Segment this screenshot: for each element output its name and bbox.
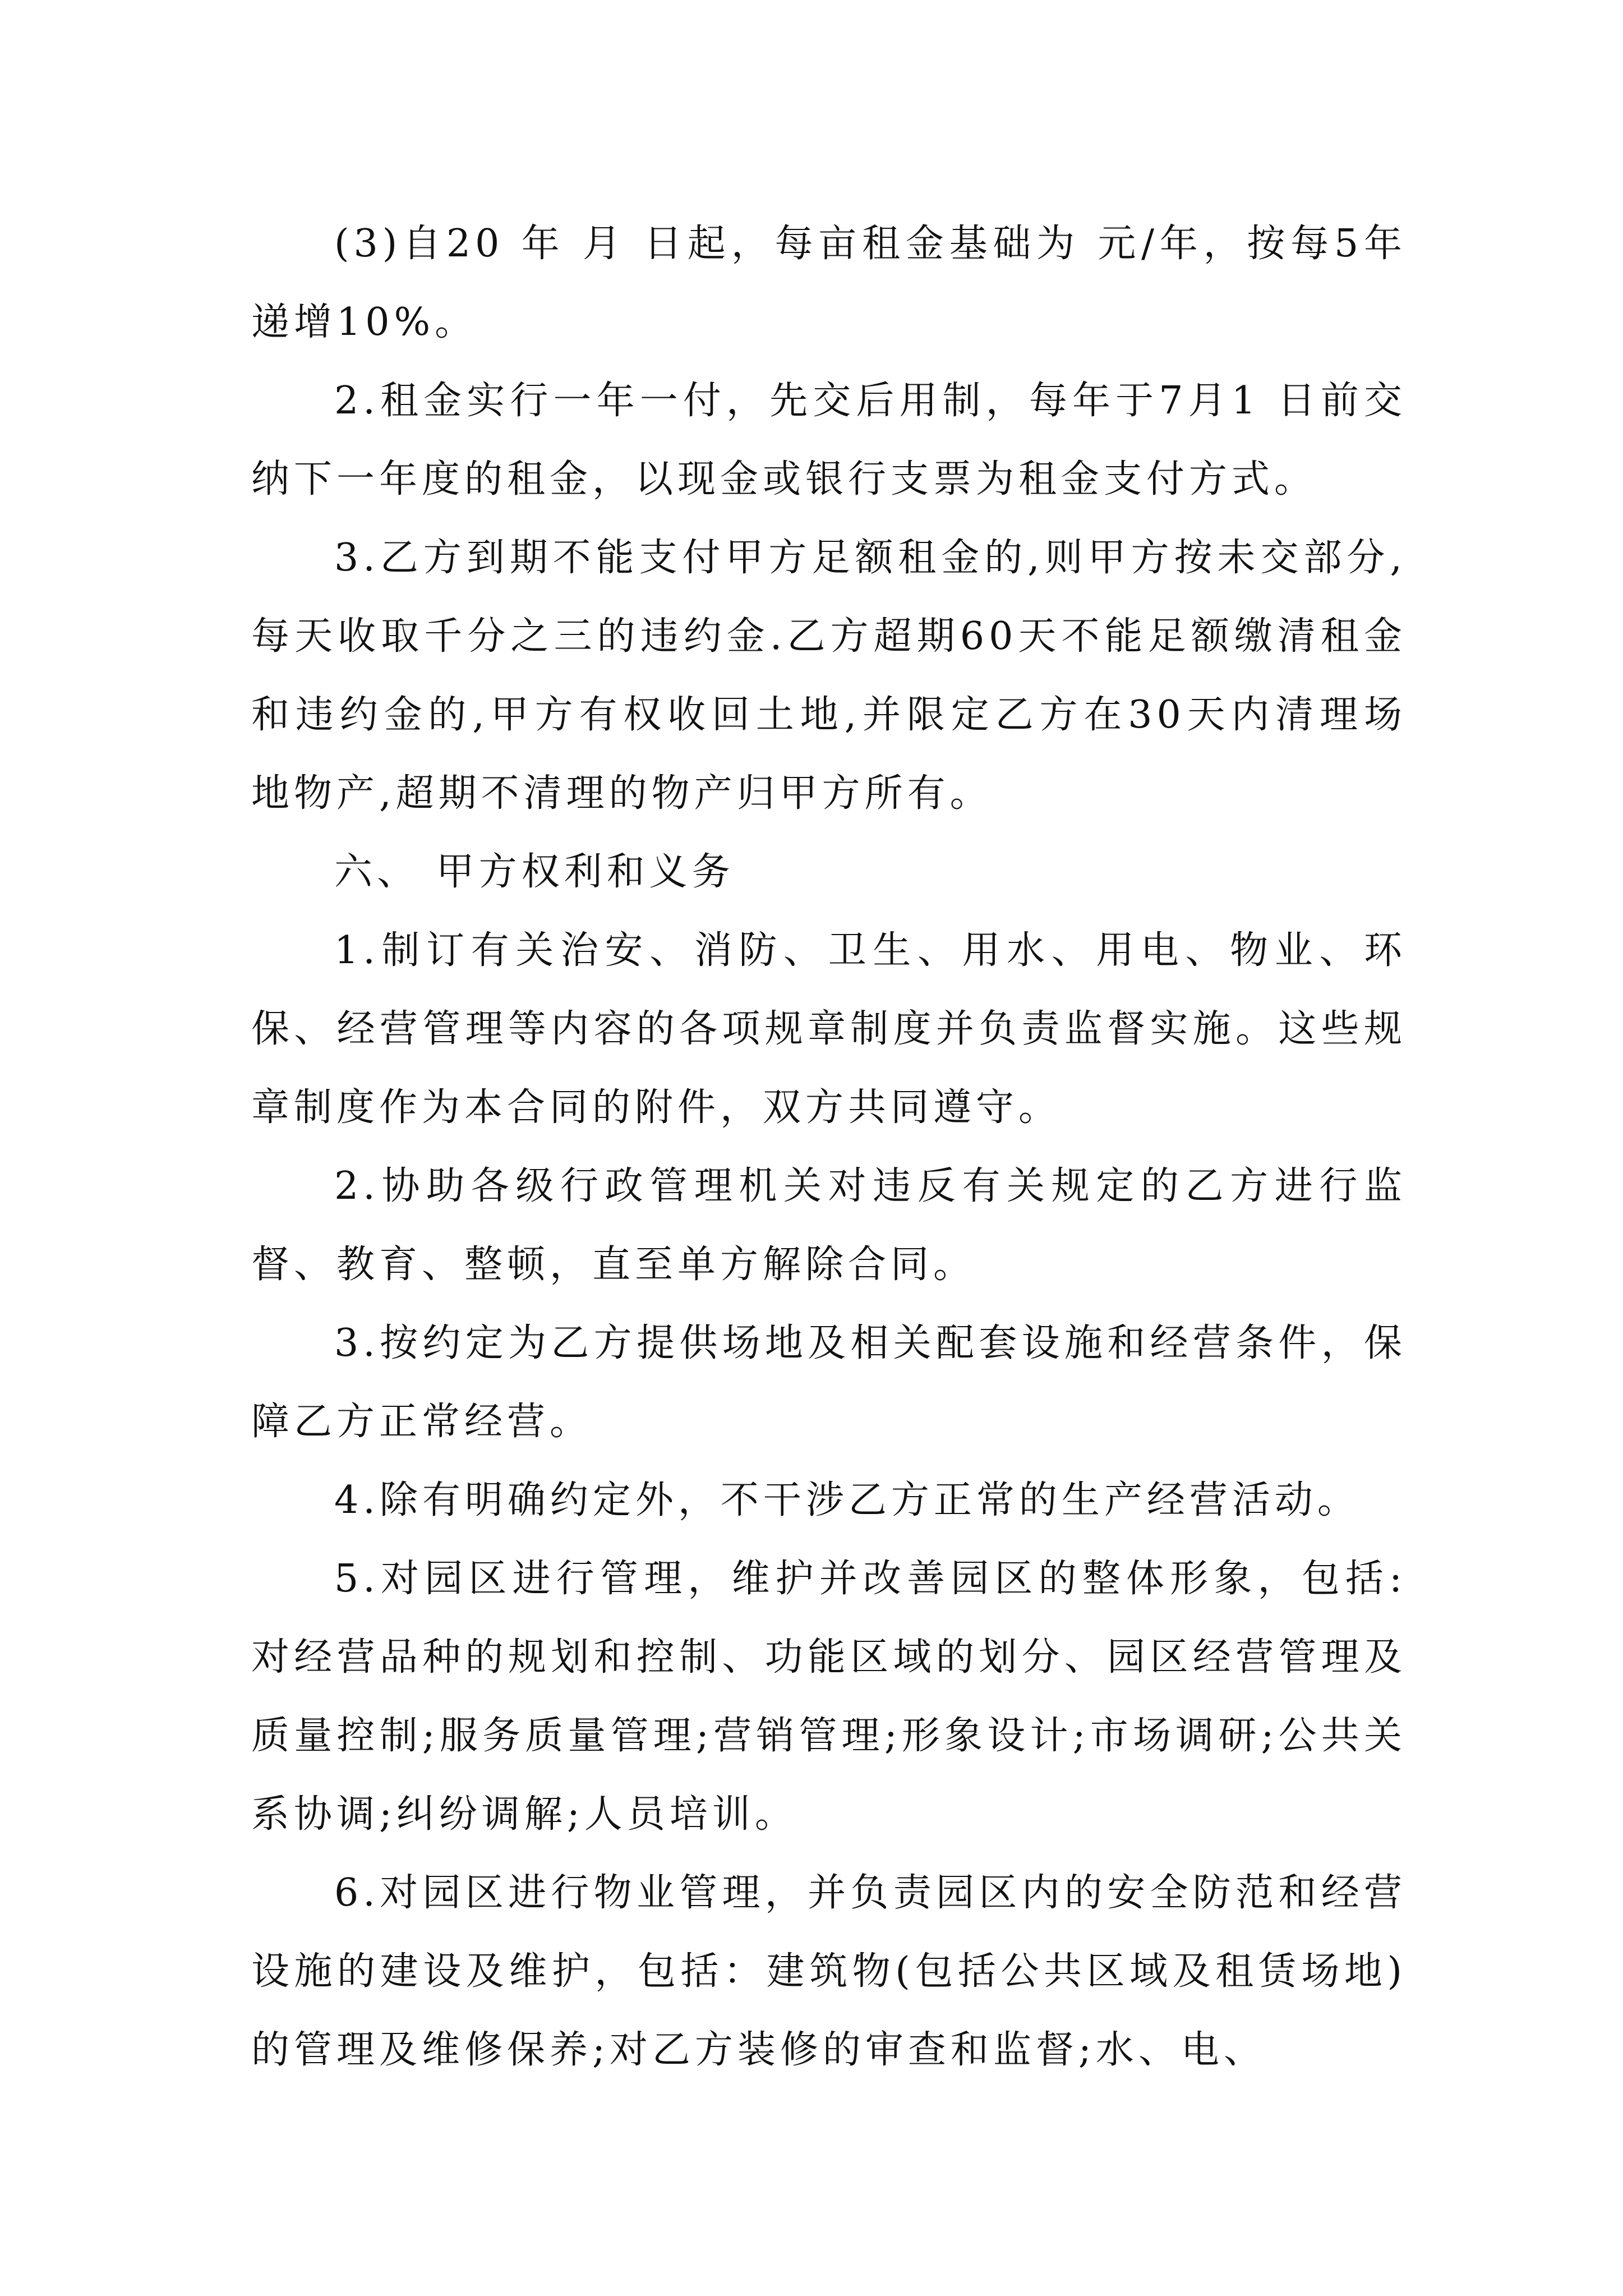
paragraph-rent-base: (3)自20 年 月 日起，每亩租金基础为 元/年，按每5年递增10%。 — [251, 222, 1407, 344]
paragraph-rent-payment: 2.租金实行一年一付，先交后用制，每年于7月1 日前交纳下一年度的租金，以现金或银行支票为租金支付方式。 — [251, 379, 1407, 501]
document-body — [251, 205, 1407, 2090]
paragraph-property-management: 6.对园区进行物业管理，并负责园区内的安全防范和经营设施的建设及维护，包括：建筑物(包括公共区域及租赁场地)的管理及维修保养;对乙方装修的审查和监督;水、电、 — [251, 1871, 1407, 2072]
paragraph-supervision: 2.协助各级行政管理机关对违反有关规定的乙方进行监督、教育、整顿，直至单方解除合同。 — [251, 1164, 1407, 1287]
paragraph-park-management: 5.对园区进行管理，维护并改善园区的整体形象，包括:对经营品种的规划和控制、功能区域的划分、园区经营管理及质量控制;服务质量管理;营销管理;形象设计;市场调研;公共关系协调;纠纷调解;人员培训。 — [251, 1557, 1407, 1837]
paragraph-provide-site: 3.按约定为乙方提供场地及相关配套设施和经营条件，保障乙方正常经营。 — [251, 1321, 1407, 1444]
section-heading-party-a-rights: 六、 甲方权利和义务 — [334, 850, 735, 894]
paragraph-late-payment: 3.乙方到期不能支付甲方足额租金的,则甲方按未交部分,每天收取千分之三的违约金.乙方超期60天不能足额缴清租金和违约金的,甲方有权收回土地,并限定乙方在30天内清理场地物产,超期不清理的物产归甲方所有。 — [251, 536, 1407, 816]
paragraph-regulations: 1.制订有关治安、消防、卫生、用水、用电、物业、环保、经营管理等内容的各项规章制度并负责监督实施。这些规章制度作为本合同的附件，双方共同遵守。 — [251, 928, 1407, 1130]
paragraph-non-interference: 4.除有明确约定外，不干涉乙方正常的生产经营活动。 — [334, 1478, 1360, 1522]
